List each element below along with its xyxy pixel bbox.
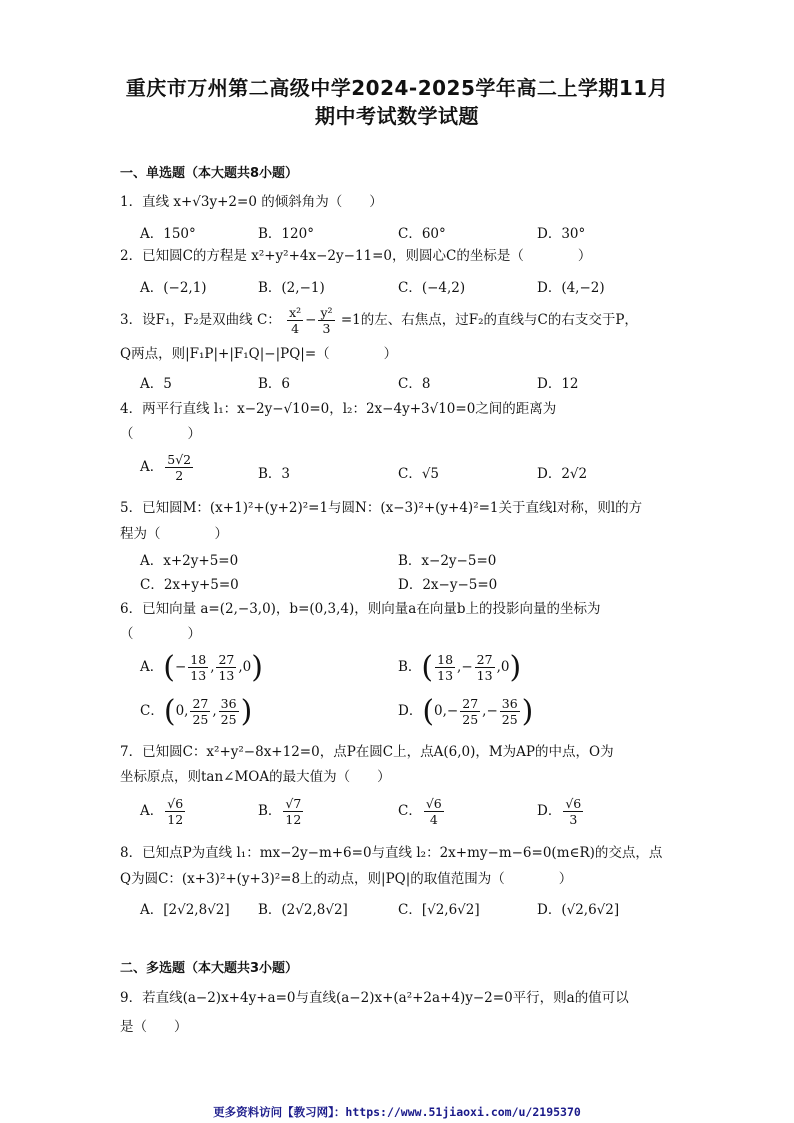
q6-option-b-tail: ,0 <box>496 659 510 675</box>
q3-frac1-denominator: 4 <box>291 321 300 336</box>
q6-option-d-label: D． <box>398 703 423 719</box>
q7-option-d-den: 3 <box>569 812 578 827</box>
question-4-line-1: 4．两平行直线 l₁：x−2y−√10=0，l₂：2x−4y+3√10=0之间的距离为 <box>120 401 557 417</box>
q5-option-c: C．2x+y+5=0 <box>140 577 239 593</box>
q7-option-d-num: √6 <box>565 796 582 811</box>
page-title: 重庆市万州第二高级中学2024-2025学年高二上学期11月 <box>125 76 669 100</box>
q7-option-c-label: C． <box>398 803 422 819</box>
q6-option-c-num1: 27 <box>192 696 209 711</box>
q7-option-a <box>140 796 187 827</box>
q1-option-c: C．60° <box>398 226 446 242</box>
q7-option-b-label: B． <box>258 803 282 819</box>
q6-option-a: A．(− $\frac{18}{13}$ , $\frac{27}{13}$ ,0) <box>140 650 263 685</box>
q6-option-b-num1: 18 <box>437 652 454 667</box>
q6-option-a-label: A． <box>140 659 164 675</box>
q6-option-a-prefix: − <box>174 659 187 675</box>
q7-option-c <box>398 796 446 827</box>
q2-option-b: B．(2,−1) <box>258 280 325 296</box>
q3-option-b: B．6 <box>258 376 291 392</box>
section-heading-single-choice: 一、单选题（本大题共8小题） <box>120 166 299 181</box>
q8-option-b: B．(2√2,8√2] <box>258 902 348 918</box>
q6-option-c-num2: 36 <box>220 696 237 711</box>
question-6-line-2: （ ） <box>120 626 201 642</box>
q6-option-c: C．(0, $\frac{27}{25}$ , $\frac{36}{25}$ ) <box>140 694 253 729</box>
q8-option-c: C．[√2,6√2] <box>398 902 480 918</box>
q6-option-c-den1: 25 <box>192 712 209 727</box>
question-9-line-2: 是（ ） <box>120 1019 188 1035</box>
page-subtitle: 期中考试数学试题 <box>315 104 479 128</box>
q6-option-c-label: C． <box>140 703 164 719</box>
q3-option-d: D．12 <box>537 376 579 392</box>
q6-option-d-num1: 27 <box>462 696 479 711</box>
question-9-line-1: 9．若直线(a−2)x+4y+a=0与直线(a−2)x+(a²+2a+4)y−2=0平行，则a的值可以 <box>120 990 629 1006</box>
question-3-line-1: 3．设F₁，F₂是双曲线 C： $\frac{\text{x²}}{4}$ − $\frac{\text{y²}}{3}$ =1的左、右焦点，过F₂的直线与C的右支交于P， <box>120 305 638 336</box>
q6-option-b-den2: 13 <box>476 668 493 683</box>
q3-text-a: 3．设F₁，F₂是双曲线 C： <box>120 312 281 328</box>
q3-frac1-numerator: x² <box>289 305 302 320</box>
q6-option-c-den2: 25 <box>220 712 237 727</box>
q5-option-a: A．x+2y+5=0 <box>140 553 239 569</box>
q6-option-b-den1: 13 <box>437 668 454 683</box>
question-3-line-2: Q两点，则|F₁P|+|F₁Q|−|PQ|=（ ） <box>120 346 398 362</box>
q4-option-a-fraction <box>165 452 193 483</box>
q1-option-a: A．150° <box>140 226 196 242</box>
q5-option-b: B．x−2y−5=0 <box>398 553 497 569</box>
question-8-line-2: Q为圆C：(x+3)²+(y+3)²=8上的动点，则|PQ|的取值范围为（ ） <box>120 871 573 887</box>
q3-option-c: C．8 <box>398 376 431 392</box>
q6-option-a-num1: 18 <box>190 652 207 667</box>
question-6-line-1: 6．已知向量 a=(2,−3,0)，b=(0,3,4)，则向量a在向量b上的投影向量的坐标为 <box>120 601 601 617</box>
q6-option-c-prefix: 0, <box>175 703 189 719</box>
q6-option-b-sep: ,− <box>457 659 473 675</box>
q8-option-a: A．[2√2,8√2] <box>140 902 230 918</box>
q2-option-a: A．(−2,1) <box>140 280 207 296</box>
question-5-line-2: 程为（ ） <box>120 526 228 542</box>
q4-option-a <box>140 452 195 483</box>
section-heading-multiple-choice: 二、多选题（本大题共3小题） <box>120 961 299 976</box>
question-8-line-1: 8．已知点P为直线 l₁：mx−2y−m+6=0与直线 l₂：2x+my−m−6=0(m∈R)的交点，点 <box>120 845 663 861</box>
q8-option-d: D．(√2,6√2] <box>537 902 620 918</box>
q7-option-a-den: 12 <box>167 812 184 827</box>
q4-option-c: C．√5 <box>398 466 440 482</box>
q3-frac2-numerator: y² <box>320 305 333 320</box>
q7-option-b-num: √7 <box>285 796 302 811</box>
q3-text-b: =1的左、右焦点，过F₂的直线与C的右支交于P， <box>340 312 638 328</box>
q6-option-d-prefix: 0,− <box>434 703 459 719</box>
q6-option-d: D．(0,− $\frac{27}{25}$ ,− $\frac{36}{25}$ ) <box>398 694 534 729</box>
question-2: 2．已知圆C的方程是 x²+y²+4x−2y−11=0，则圆心C的坐标是（ ） <box>120 248 592 264</box>
q6-option-d-num2: 36 <box>501 696 518 711</box>
question-7-line-2: 坐标原点，则tan∠MOA的最大值为（ ） <box>120 769 391 785</box>
q6-option-b: B．( $\frac{18}{13}$ ,− $\frac{27}{13}$ ,0) <box>398 650 522 685</box>
q7-option-b-den: 12 <box>285 812 302 827</box>
q5-option-d: D．2x−y−5=0 <box>398 577 498 593</box>
q6-option-d-den2: 25 <box>501 712 518 727</box>
q3-fraction-1 <box>287 305 303 336</box>
question-7-line-1: 7．已知圆C：x²+y²−8x+12=0，点P在圆C上，点A(6,0)，M为AP的中点，O为 <box>120 744 614 760</box>
q6-option-a-tail: ,0 <box>238 659 252 675</box>
q3-option-a: A．5 <box>140 376 172 392</box>
question-4-line-2: （ ） <box>120 426 201 442</box>
q6-option-a-den2: 13 <box>218 668 235 683</box>
q1-option-b: B．120° <box>258 226 314 242</box>
question-5-line-1: 5．已知圆M：(x+1)²+(y+2)²=1与圆N：(x−3)²+(y+4)²=1关于直线l对称，则l的方 <box>120 500 643 516</box>
q2-option-c: C．(−4,2) <box>398 280 466 296</box>
q4-option-a-numerator: 5√2 <box>167 452 192 467</box>
q7-option-a-label: A． <box>140 803 164 819</box>
q6-option-a-num2: 27 <box>218 652 235 667</box>
q3-fraction-2 <box>318 305 334 336</box>
q3-frac2-denominator: 3 <box>322 321 331 336</box>
q7-option-b <box>258 796 305 827</box>
q7-option-c-num: √6 <box>425 796 442 811</box>
q6-option-a-sep: , <box>210 659 215 675</box>
q7-option-d-label: D． <box>537 803 562 819</box>
q4-option-b: B．3 <box>258 466 291 482</box>
q2-option-d: D．(4,−2) <box>537 280 605 296</box>
q6-option-d-sep: ,− <box>482 703 498 719</box>
q4-option-a-denominator: 2 <box>175 468 184 483</box>
q6-option-a-den1: 13 <box>190 668 207 683</box>
q1-option-d: D．30° <box>537 226 586 242</box>
q7-option-c-den: 4 <box>429 812 438 827</box>
question-1: 1．直线 x+√3y+2=0 的倾斜角为（ ） <box>120 194 383 210</box>
q6-option-d-den1: 25 <box>462 712 479 727</box>
q4-option-a-label: A． <box>140 459 164 475</box>
footer-link[interactable]: 更多资料访问【教习网】：https://www.51jiaoxi.com/u/2195370 <box>213 1105 581 1119</box>
q6-option-b-num2: 27 <box>476 652 493 667</box>
q6-option-c-sep: , <box>212 703 217 719</box>
q6-option-b-label: B． <box>398 659 422 675</box>
q7-option-d <box>537 796 585 827</box>
q7-option-a-num: √6 <box>167 796 184 811</box>
q4-option-d: D．2√2 <box>537 466 588 482</box>
